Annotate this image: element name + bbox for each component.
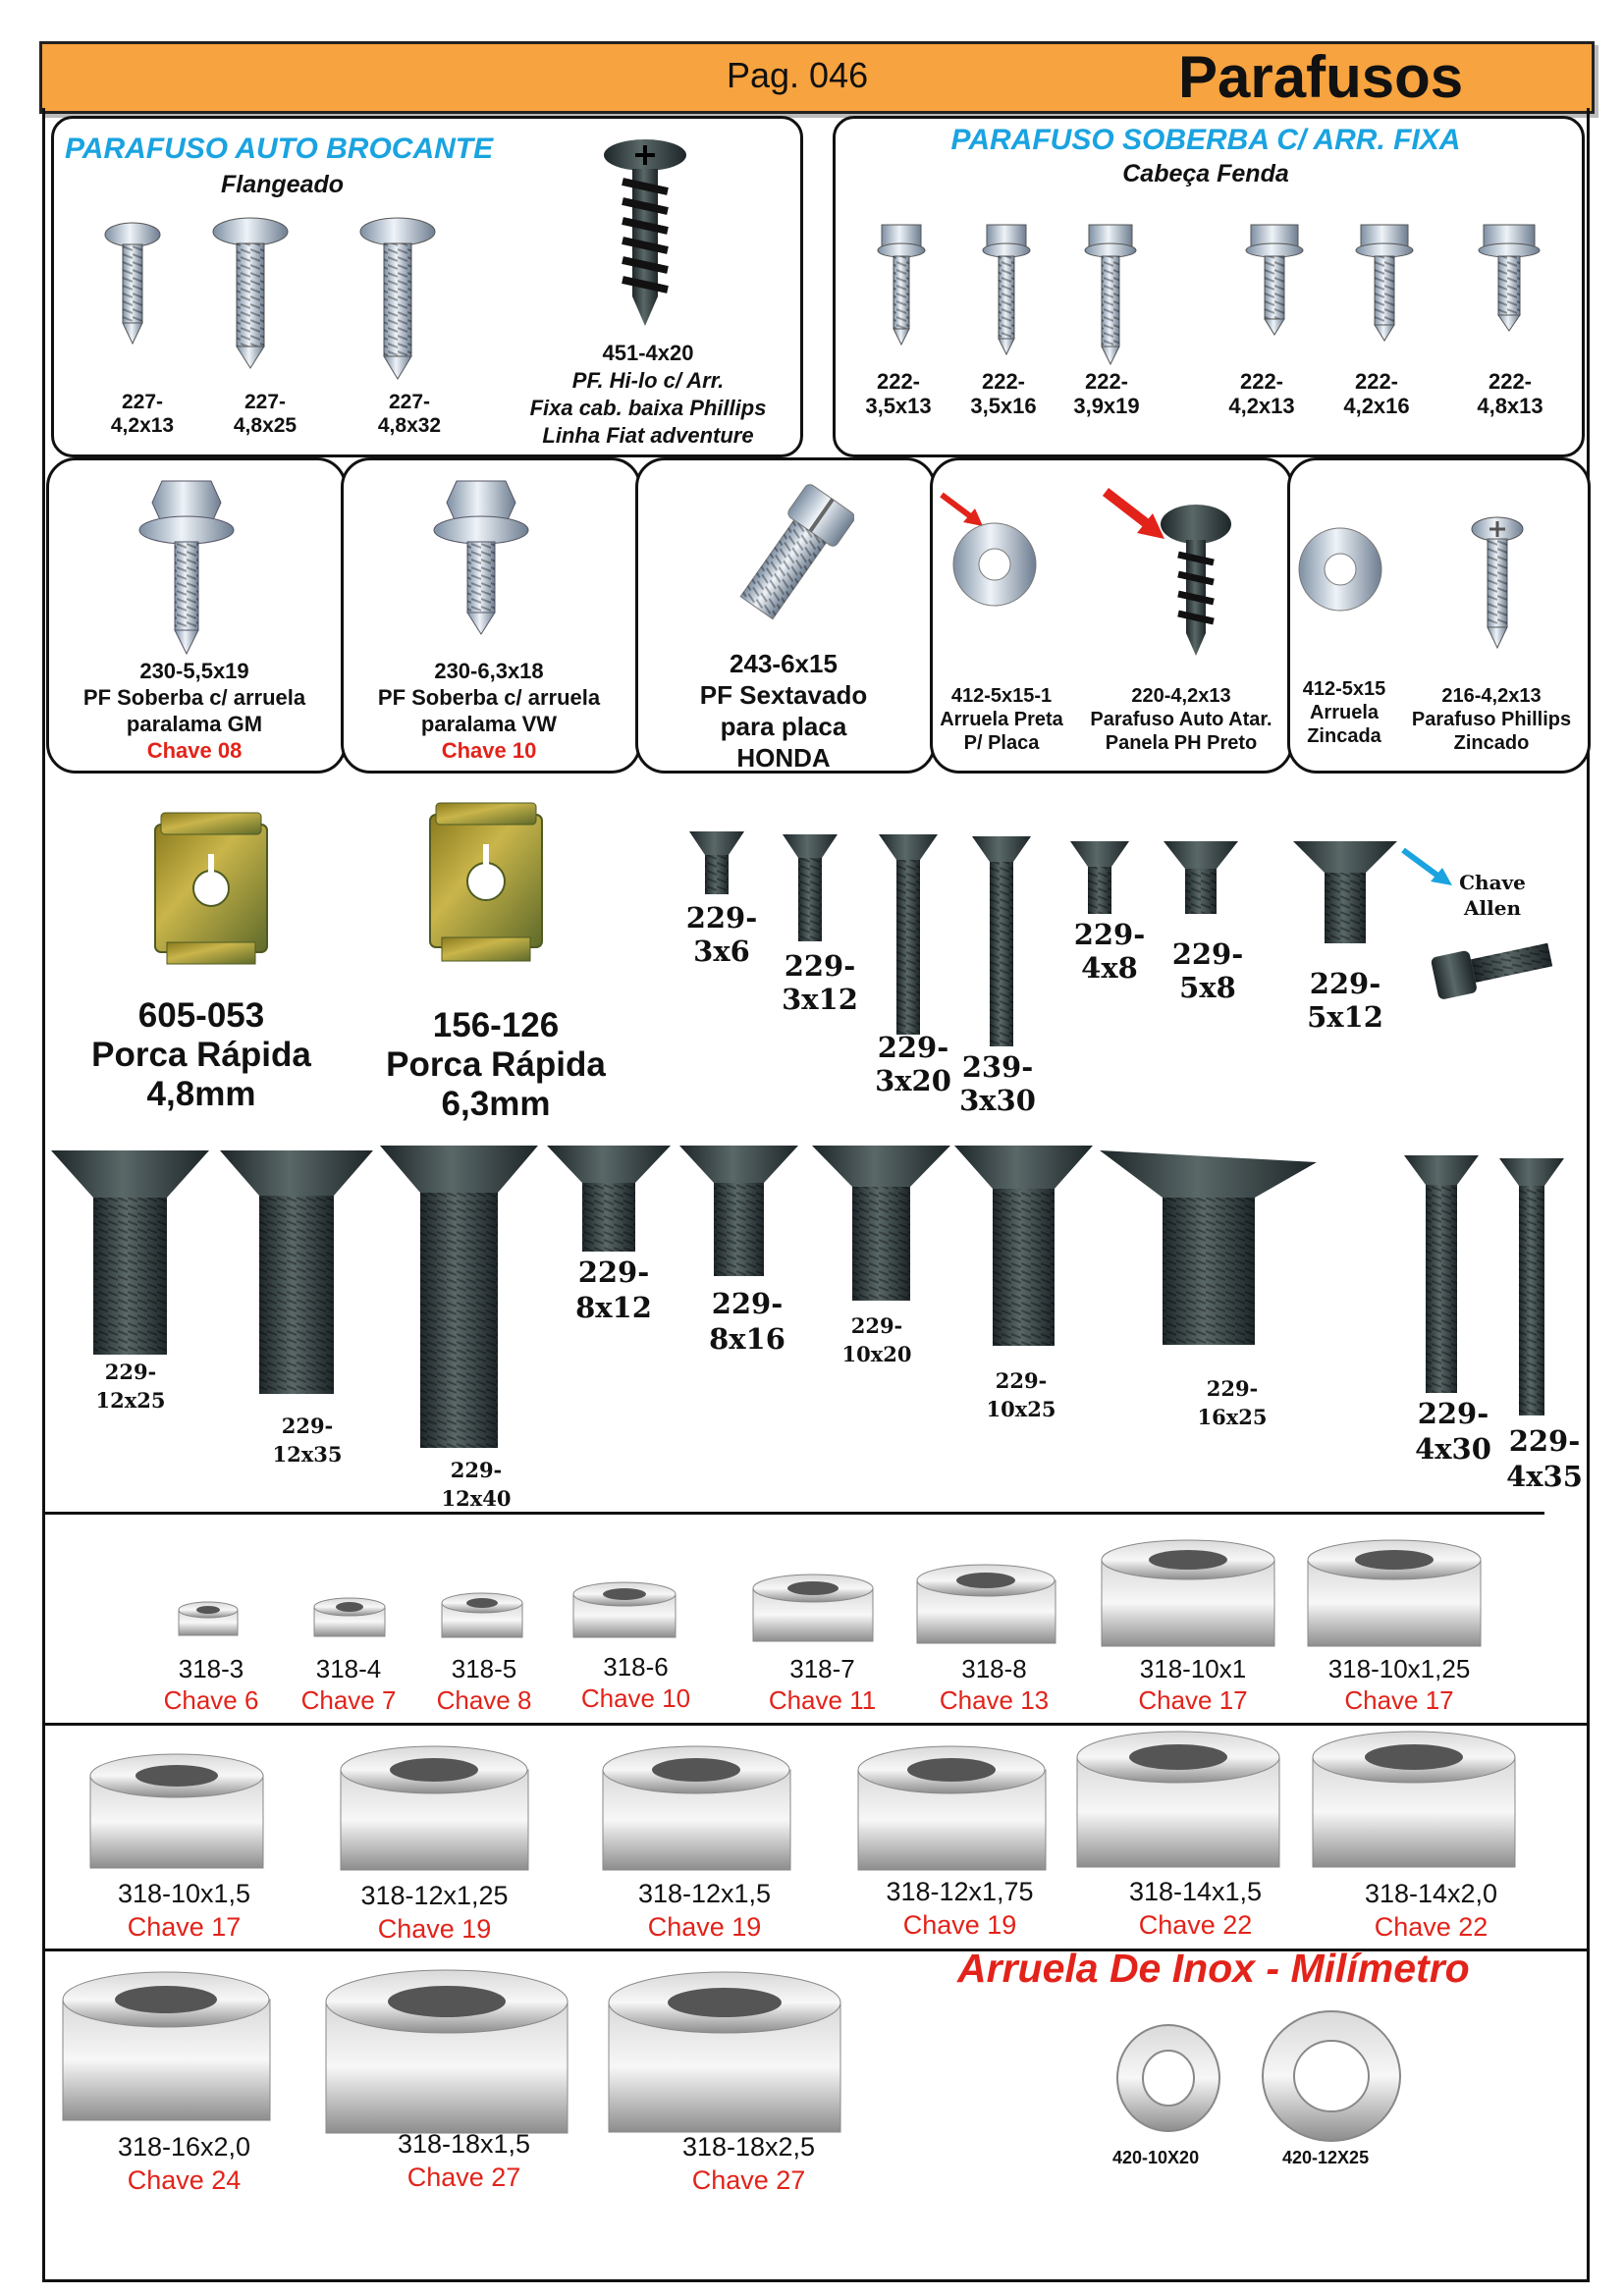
label-229-5x12: [1291, 967, 1399, 1034]
label-229-12x25: [77, 1358, 185, 1415]
porca-rapida-156-126-image: [422, 795, 550, 972]
label-line: Chave 10: [580, 1683, 691, 1713]
nut-318-18x1-5-image: [324, 1966, 569, 2138]
label-line: 318-14x2,0: [1364, 1879, 1498, 1908]
screw-216-phillips-image: [1468, 515, 1527, 653]
label-line: 216-4,2x13: [1441, 685, 1542, 707]
label-line: 229-: [877, 1031, 949, 1064]
label-line: 12x25: [95, 1388, 166, 1413]
label-line: Chave 11: [768, 1685, 877, 1715]
label-line: Chave 6: [163, 1685, 259, 1715]
label-line: 229-: [995, 1368, 1048, 1393]
label-227-4-8x32: [365, 391, 454, 438]
label-318-10x1: [1110, 1653, 1276, 1716]
label-229-4x30: [1399, 1396, 1507, 1467]
allen-key-screw-image: [1424, 928, 1561, 1006]
label-line: 222-: [981, 369, 1026, 394]
label-line: 3x30: [959, 1084, 1036, 1117]
label-156-126: [373, 1006, 619, 1124]
screw-222-3-5x13-image: [877, 221, 926, 348]
label-line: 227-: [121, 391, 164, 413]
label-229-8x16: [693, 1286, 801, 1357]
label-451-4x20: [501, 340, 795, 450]
screw-230-6-3x18-image: [432, 471, 530, 638]
label-line: Fixa cab. baixa Phillips: [529, 396, 767, 420]
label-line: 5x8: [1179, 971, 1236, 1004]
label-line: 239-: [961, 1050, 1034, 1084]
label-line: paralama GM: [126, 712, 263, 736]
label-line: 318-18x2,5: [681, 2132, 816, 2162]
nut-318-10x1-25-image: [1306, 1536, 1483, 1652]
label-line: 3,9x19: [1073, 394, 1140, 418]
label-line: 229-: [1508, 1424, 1581, 1458]
label-line: 318-12x1,25: [360, 1881, 509, 1910]
allen-229-5x8-image: [1162, 839, 1240, 918]
allen-229-12x25-image: [49, 1148, 211, 1360]
label-line: PF. Hi-lo c/ Arr.: [571, 368, 725, 393]
label-line: Arruela Preta: [940, 709, 1063, 730]
label-line: 12x40: [441, 1486, 512, 1511]
label-line: 243-6x15: [730, 649, 838, 678]
label-318-12x1-25: [344, 1879, 525, 1946]
nut-318-10x1-5-image: [88, 1750, 265, 1873]
label-line: Porca Rápida: [91, 1036, 311, 1074]
black-washer-image: [950, 520, 1039, 609]
label-line: para placa: [720, 712, 847, 741]
label-230-5-5x19: [49, 658, 340, 764]
label-line: 227-: [244, 391, 287, 413]
label-line: 4,2x16: [1343, 394, 1410, 418]
label-line: Chave 8: [436, 1685, 532, 1715]
label-line: Allen: [1464, 896, 1521, 920]
label-line: 4,8x32: [377, 414, 442, 437]
label-line: 6,3mm: [441, 1085, 551, 1123]
page-number: Pag. 046: [727, 55, 869, 95]
label-line: 318-10x1,25: [1327, 1654, 1471, 1683]
allen-229-3x20-image: [877, 832, 940, 1039]
label-line: HONDA: [736, 743, 831, 773]
divider-nuts-top: [42, 1512, 1544, 1515]
label-229-4x35: [1500, 1423, 1589, 1494]
label-229-12x40: [422, 1456, 530, 1513]
allen-229-4x8-image: [1068, 839, 1131, 918]
screw-227-4-2x13-image: [103, 221, 162, 348]
screw-222-4-2x16-image: [1355, 221, 1414, 344]
label-line: Porca Rápida: [386, 1045, 606, 1084]
label-line: 318-14x1,5: [1128, 1877, 1263, 1906]
label-229-16x25: [1178, 1374, 1286, 1431]
label-line: 3,5x16: [970, 394, 1037, 418]
label-line: 318-10x1,5: [117, 1879, 251, 1908]
allen-229-3x12-image: [781, 832, 839, 945]
label-line: 4,2x13: [1228, 394, 1295, 418]
screw-227-4-8x32-image: [358, 216, 437, 383]
label-line: Chave 7: [300, 1685, 397, 1715]
allen-239-3x30-image: [970, 834, 1033, 1050]
label-line: 229-: [577, 1255, 650, 1289]
label-318-10x1-5: [93, 1877, 275, 1944]
label-line: Chave: [1459, 871, 1526, 894]
label-line: 12x35: [272, 1442, 343, 1467]
label-line: 451-4x20: [602, 341, 694, 365]
label-line: 229-: [281, 1414, 334, 1438]
auto-brocante-subtitle: Flangeado: [221, 171, 345, 198]
nut-318-12x1-25-image: [339, 1742, 530, 1875]
label-line: Panela PH Preto: [1105, 732, 1258, 754]
label-line: 230-6,3x18: [434, 659, 544, 683]
label-229-3x12: [771, 949, 869, 1016]
label-318-18x1-5: [373, 2127, 555, 2194]
label-line: Chave 19: [647, 1912, 762, 1942]
label-318-8: [923, 1653, 1065, 1716]
label-229-3x6: [677, 901, 766, 968]
label-line: Chave 13: [939, 1685, 1050, 1715]
label-222-3-9x19: [1057, 369, 1156, 418]
label-line: 16x25: [1197, 1405, 1268, 1429]
label-line: 318-10x1: [1139, 1654, 1247, 1683]
label-line: paralama VW: [420, 712, 558, 736]
nut-318-8-image: [915, 1561, 1057, 1649]
soberba-fixa-title: PARAFUSO SOBERBA C/ ARR. FIXA: [950, 124, 1461, 156]
label-318-7: [751, 1653, 893, 1716]
label-line: P/ Placa: [963, 732, 1040, 754]
label-line: 156-126: [432, 1006, 560, 1044]
label-line: 412-5x15: [1302, 678, 1386, 700]
nut-318-12x1-5-image: [601, 1742, 792, 1875]
nut-318-10x1-image: [1100, 1536, 1276, 1652]
label-line: 227-: [388, 391, 431, 413]
divider-vertical: [42, 1139, 45, 1144]
label-222-4-2x16: [1327, 369, 1426, 418]
label-line: PF Soberba c/ arruela: [377, 685, 601, 710]
label-line: 5x12: [1307, 1000, 1383, 1034]
label-line: Chave 22: [1138, 1910, 1253, 1940]
label-chave-allen: [1443, 870, 1542, 921]
allen-229-4x30-image: [1402, 1153, 1481, 1399]
label-line: 3x20: [875, 1064, 951, 1097]
label-line: Arruela: [1309, 702, 1380, 723]
label-318-10x1-25: [1306, 1653, 1492, 1716]
divider-nuts-row2: [42, 1723, 1590, 1726]
screw-220-black-image: [1157, 501, 1235, 658]
label-line: 318-8: [961, 1654, 1027, 1683]
label-line: 318-12x1,5: [637, 1879, 772, 1908]
allen-229-3x6-image: [687, 829, 746, 898]
label-line: 318-12x1,75: [886, 1877, 1034, 1906]
label-227-4-2x13: [98, 391, 187, 438]
allen-229-8x12-image: [545, 1144, 673, 1256]
screw-222-3-5x16-image: [982, 221, 1031, 358]
label-line: 412-5x15-1: [950, 685, 1053, 707]
label-line: 4x35: [1506, 1460, 1583, 1493]
left-border: [42, 108, 45, 2282]
label-318-14x2-0: [1340, 1877, 1522, 1944]
allen-229-16x25-image: [1098, 1148, 1319, 1350]
allen-229-12x40-image: [378, 1144, 540, 1453]
label-318-14x1-5: [1105, 1875, 1286, 1942]
label-line: 3x12: [782, 983, 858, 1016]
right-border: [1587, 108, 1590, 2282]
label-line: Chave 27: [406, 2163, 521, 2192]
screw-230-5-5x19-image: [137, 471, 236, 658]
label-line: Chave 10: [441, 738, 537, 763]
label-line: 229-: [711, 1287, 784, 1320]
label-line: 220-4,2x13: [1131, 685, 1231, 707]
label-line: 222-: [876, 369, 921, 394]
label-222-3-5x13: [849, 369, 947, 418]
label-230-6-3x18: [344, 658, 634, 764]
soberba-fixa-subtitle: Cabeça Fenda: [1122, 160, 1289, 187]
label-line: 318-18x1,5: [397, 2129, 531, 2159]
label-229-10x20: [823, 1311, 931, 1368]
label-line: 3,5x13: [865, 394, 932, 418]
label-line: Chave 27: [691, 2165, 806, 2195]
label-239-3x30: [948, 1050, 1047, 1117]
label-line: 8x16: [709, 1322, 785, 1356]
label-line: Chave 19: [377, 1914, 492, 1944]
label-243-6x15: [638, 648, 929, 774]
label-line: 605-053: [137, 996, 265, 1035]
label-line: 229-: [1073, 918, 1146, 951]
label-line: 10x20: [841, 1342, 912, 1366]
label-line: 229-: [685, 901, 758, 934]
label-605-053: [79, 996, 324, 1114]
label-229-4x8: [1060, 918, 1159, 985]
washer-420-12x25-image: [1259, 2007, 1404, 2145]
label-412-5x15: [1290, 677, 1398, 748]
label-line: 222-: [1084, 369, 1129, 394]
allen-229-5x12-image: [1291, 839, 1399, 947]
label-line: 229-: [1171, 937, 1244, 971]
nut-318-5-image: [440, 1590, 524, 1643]
label-line: 222-: [1488, 369, 1533, 394]
label-line: 229-: [784, 949, 856, 983]
label-229-3x20: [864, 1031, 962, 1097]
page-title: Parafusos: [1178, 44, 1464, 110]
label-420-12x25: 420-12X25: [1282, 2148, 1370, 2167]
label-line: Zincada: [1307, 725, 1381, 747]
label-line: Chave 17: [1344, 1685, 1454, 1715]
label-318-12x1-75: [869, 1875, 1051, 1942]
label-line: 4x8: [1081, 951, 1138, 985]
label-229-8x12: [560, 1255, 668, 1325]
label-line: 230-5,5x19: [139, 659, 249, 683]
label-line: 3x6: [693, 934, 750, 968]
screw-451-hilo-image: [601, 137, 689, 329]
label-412-5x15-1: [933, 684, 1070, 755]
label-line: Parafuso Phillips: [1411, 709, 1572, 730]
label-318-12x1-5: [614, 1877, 795, 1944]
allen-229-8x16-image: [677, 1144, 800, 1281]
label-line: 222-: [1354, 369, 1399, 394]
label-318-6: [565, 1651, 707, 1714]
label-318-4: [285, 1653, 412, 1716]
label-line: 229-: [1417, 1397, 1489, 1430]
allen-229-10x25-image: [952, 1144, 1095, 1350]
washer-420-10x20-image: [1114, 2022, 1222, 2135]
nut-318-12x1-75-image: [856, 1742, 1048, 1875]
label-line: PF Sextavado: [699, 680, 868, 710]
label-222-4-8x13: [1461, 369, 1559, 418]
label-line: 318-16x2,0: [117, 2132, 251, 2162]
nut-318-7-image: [751, 1571, 875, 1647]
label-220-4-2x13: [1078, 684, 1284, 755]
label-line: 4x30: [1415, 1432, 1491, 1466]
nut-318-14x1-5-image: [1075, 1728, 1281, 1873]
label-line: 229-: [1309, 967, 1381, 1000]
label-420-10x20: 420-10X20: [1112, 2148, 1200, 2167]
nut-318-14x2-0-image: [1311, 1728, 1517, 1873]
label-229-5x8: [1159, 937, 1257, 1004]
label-line: 8x12: [575, 1291, 652, 1324]
label-line: 4,2x13: [110, 414, 175, 437]
label-line: Zincado: [1453, 732, 1530, 754]
label-line: Chave 17: [1138, 1685, 1248, 1715]
label-line: 229-: [450, 1458, 503, 1482]
label-line: 4,8x13: [1477, 394, 1543, 418]
label-line: 222-: [1239, 369, 1284, 394]
label-line: Chave 22: [1374, 1912, 1489, 1942]
label-line: 4,8x25: [233, 414, 298, 437]
label-227-4-8x25: [221, 391, 309, 438]
nut-318-6-image: [571, 1578, 677, 1643]
screw-222-3-9x19-image: [1084, 221, 1137, 368]
label-line: 10x25: [986, 1397, 1056, 1421]
label-line: 318-5: [451, 1654, 517, 1683]
label-222-4-2x13: [1213, 369, 1311, 418]
label-line: 229-: [104, 1360, 157, 1384]
label-line: 318-3: [178, 1654, 244, 1683]
label-222-3-5x16: [954, 369, 1053, 418]
label-line: 229-: [1206, 1376, 1259, 1401]
label-line: 229-: [850, 1313, 903, 1338]
bottom-border: [42, 2279, 1590, 2282]
nut-318-4-image: [312, 1595, 387, 1642]
label-318-16x2-0: [93, 2130, 275, 2197]
label-318-18x2-5: [658, 2130, 839, 2197]
label-216-4-2x13: [1398, 684, 1585, 755]
zinc-washer-image: [1296, 525, 1384, 614]
screw-222-4-2x13-image: [1245, 221, 1304, 339]
label-line: Linha Fiat adventure: [542, 423, 754, 448]
label-line: Chave 19: [902, 1910, 1017, 1940]
label-318-3: [147, 1653, 275, 1716]
label-229-12x35: [253, 1412, 361, 1468]
porca-rapida-605-053-image: [147, 805, 275, 972]
screw-243-6x15-image: [727, 476, 854, 643]
arruela-inox-title: Arruela De Inox - Milímetro: [957, 1946, 1470, 1991]
label-line: PF Soberba c/ arruela: [82, 685, 306, 710]
nut-318-18x2-5-image: [607, 1968, 842, 2137]
nut-318-16x2-0-image: [61, 1968, 272, 2125]
label-line: Chave 17: [127, 1912, 242, 1942]
label-line: Chave 08: [146, 738, 243, 763]
screw-222-4-8x13-image: [1478, 221, 1541, 334]
label-line: 318-4: [315, 1654, 382, 1683]
label-line: 318-6: [603, 1652, 669, 1682]
label-229-10x25: [967, 1366, 1075, 1423]
allen-229-4x35-image: [1497, 1156, 1566, 1421]
nut-318-3-image: [177, 1600, 240, 1641]
allen-229-10x20-image: [810, 1144, 952, 1306]
screw-227-4-8x25-image: [211, 216, 290, 373]
label-line: 318-7: [789, 1654, 855, 1683]
label-318-5: [420, 1653, 548, 1716]
label-line: 4,8mm: [146, 1075, 256, 1113]
label-line: Parafuso Auto Atar.: [1090, 709, 1272, 730]
label-line: Chave 24: [127, 2165, 242, 2195]
auto-brocante-title: PARAFUSO AUTO BROCANTE: [65, 133, 494, 165]
allen-229-12x35-image: [218, 1148, 375, 1399]
